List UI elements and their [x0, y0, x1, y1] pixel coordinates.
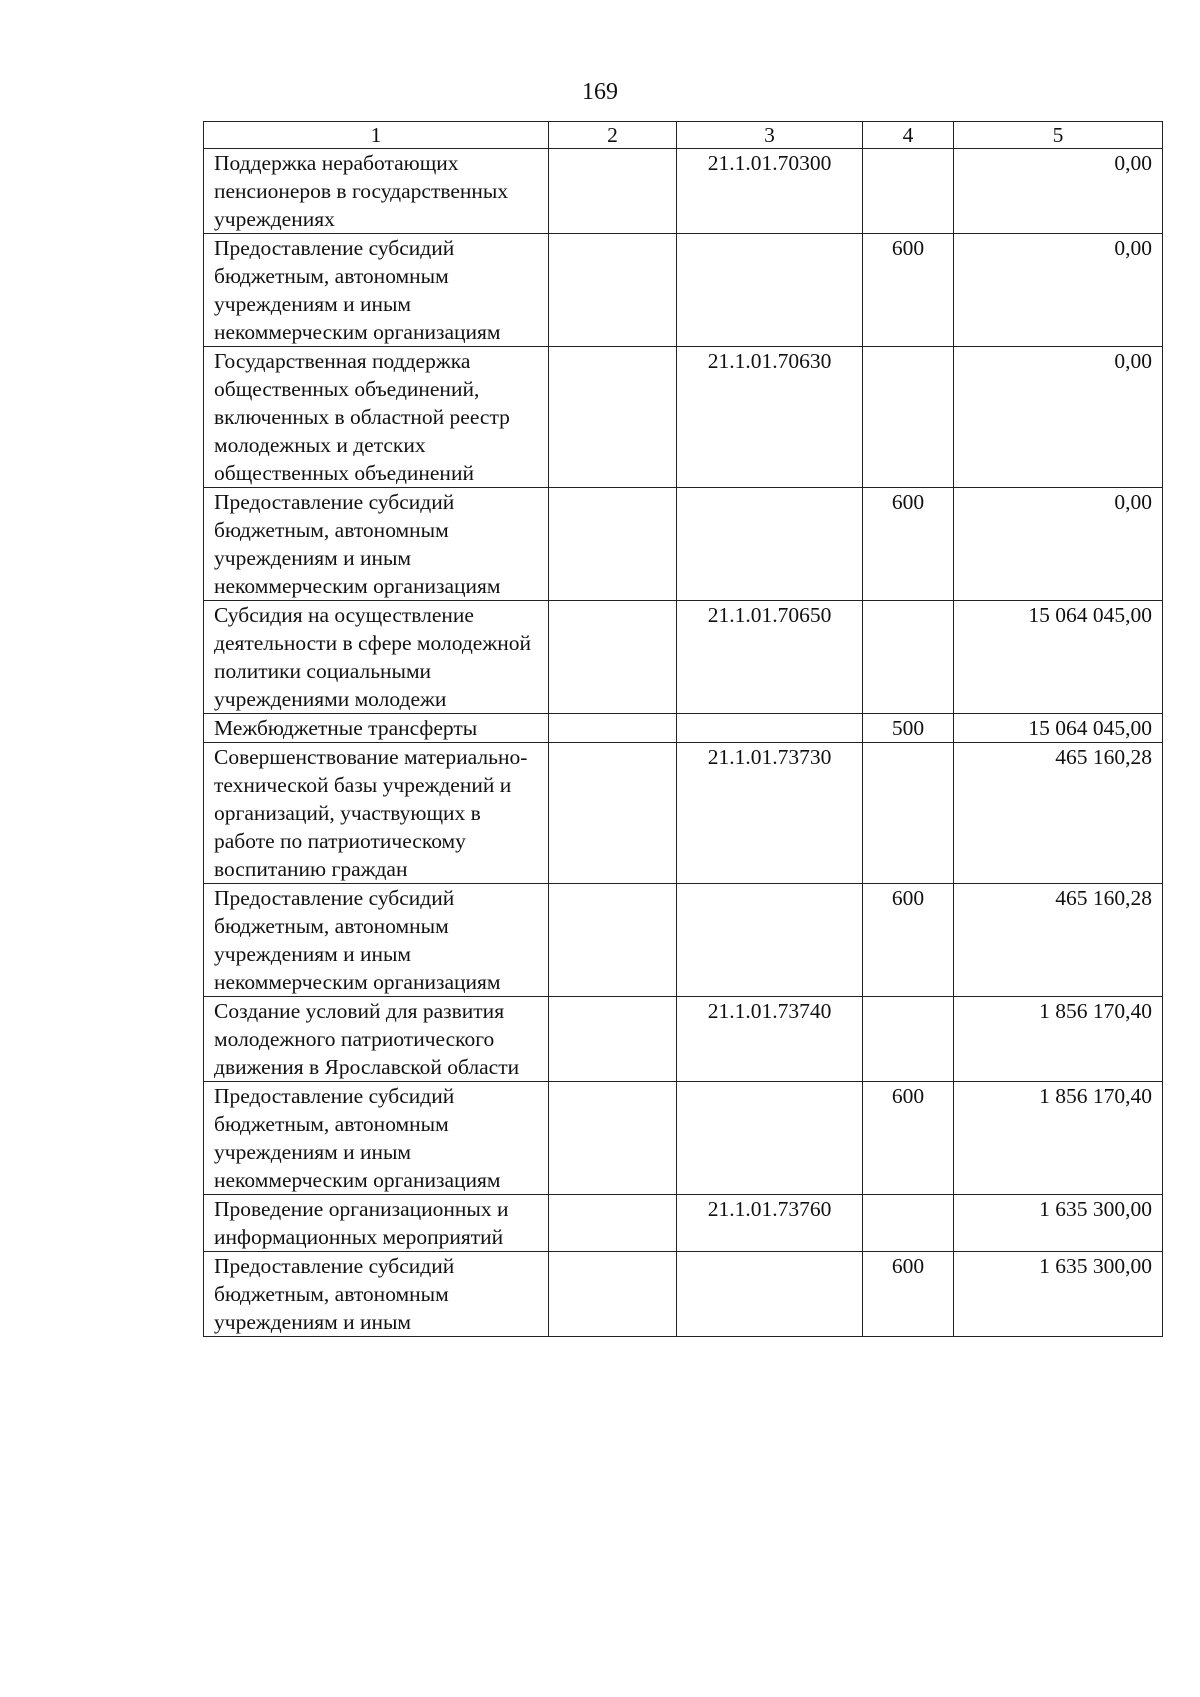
row-amount: 1 856 170,40 [954, 1082, 1163, 1195]
row-type [863, 743, 954, 884]
row-col2 [549, 997, 677, 1082]
row-col2 [549, 1252, 677, 1337]
row-type [863, 149, 954, 234]
row-amount: 1 635 300,00 [954, 1252, 1163, 1337]
table-row [204, 601, 1163, 714]
table-row [204, 743, 1163, 884]
row-amount: 0,00 [954, 149, 1163, 234]
row-name: Государственная поддержка общественных объединений, включенных в областной реестр молодежных и детских общественных объединений [204, 347, 549, 488]
row-type [863, 1195, 954, 1252]
row-col2 [549, 488, 677, 601]
row-col2 [549, 347, 677, 488]
table-row [204, 234, 1163, 347]
column-header-4: 4 [863, 122, 954, 149]
table-row [204, 997, 1163, 1082]
row-name: Предоставление субсидий бюджетным, автономным учреждениям и иным некоммерческим организациям [204, 234, 549, 347]
row-type: 600 [863, 1252, 954, 1337]
row-col2 [549, 714, 677, 743]
row-name: Предоставление субсидий бюджетным, автономным учреждениям и иным некоммерческим организациям [204, 1082, 549, 1195]
row-code: 21.1.01.73760 [677, 1195, 863, 1252]
row-col2 [549, 743, 677, 884]
table-row [204, 488, 1163, 601]
row-code [677, 234, 863, 347]
row-type [863, 347, 954, 488]
budget-table [203, 121, 1163, 1337]
row-type: 600 [863, 488, 954, 601]
row-type: 600 [863, 1082, 954, 1195]
row-name: Создание условий для развития молодежного патриотического движения в Ярославской области [204, 997, 549, 1082]
row-name: Субсидия на осуществление деятельности в сфере молодежной политики социальными учреждениями молодежи [204, 601, 549, 714]
row-code: 21.1.01.70300 [677, 149, 863, 234]
table-header-row [204, 122, 1163, 149]
row-name: Поддержка неработающих пенсионеров в государственных учреждениях [204, 149, 549, 234]
row-name: Совершенствование материально-технической базы учреждений и организаций, участвующих в работе по патриотическому воспитанию граждан [204, 743, 549, 884]
row-amount: 465 160,28 [954, 884, 1163, 997]
row-code [677, 1252, 863, 1337]
row-name: Предоставление субсидий бюджетным, автономным учреждениям и иным некоммерческим организациям [204, 884, 549, 997]
row-code: 21.1.01.70650 [677, 601, 863, 714]
row-type: 500 [863, 714, 954, 743]
row-amount: 465 160,28 [954, 743, 1163, 884]
row-type: 600 [863, 884, 954, 997]
row-col2 [549, 149, 677, 234]
table-row [204, 347, 1163, 488]
column-header-5: 5 [954, 122, 1163, 149]
row-code: 21.1.01.73730 [677, 743, 863, 884]
row-name: Предоставление субсидий бюджетным, автономным учреждениям и иным [204, 1252, 549, 1337]
row-code [677, 1082, 863, 1195]
row-type [863, 601, 954, 714]
row-col2 [549, 234, 677, 347]
table-row [204, 1082, 1163, 1195]
page-number: 169 [582, 79, 618, 105]
row-type [863, 997, 954, 1082]
row-col2 [549, 1082, 677, 1195]
row-col2 [549, 1195, 677, 1252]
row-code: 21.1.01.70630 [677, 347, 863, 488]
row-code [677, 488, 863, 601]
table-row [204, 1195, 1163, 1252]
row-code [677, 884, 863, 997]
table-row [204, 1252, 1163, 1337]
table-row [204, 149, 1163, 234]
row-amount: 0,00 [954, 234, 1163, 347]
row-code [677, 714, 863, 743]
row-amount: 1 856 170,40 [954, 997, 1163, 1082]
row-amount: 15 064 045,00 [954, 601, 1163, 714]
table-row [204, 714, 1163, 743]
column-header-1: 1 [204, 122, 549, 149]
column-header-3: 3 [677, 122, 863, 149]
row-amount: 1 635 300,00 [954, 1195, 1163, 1252]
row-col2 [549, 884, 677, 997]
row-amount: 15 064 045,00 [954, 714, 1163, 743]
row-amount: 0,00 [954, 347, 1163, 488]
table-row [204, 884, 1163, 997]
row-type: 600 [863, 234, 954, 347]
row-name: Предоставление субсидий бюджетным, автономным учреждениям и иным некоммерческим организациям [204, 488, 549, 601]
row-name: Межбюджетные трансферты [204, 714, 549, 743]
row-amount: 0,00 [954, 488, 1163, 601]
column-header-2: 2 [549, 122, 677, 149]
row-name: Проведение организационных и информационных мероприятий [204, 1195, 549, 1252]
row-col2 [549, 601, 677, 714]
row-code: 21.1.01.73740 [677, 997, 863, 1082]
